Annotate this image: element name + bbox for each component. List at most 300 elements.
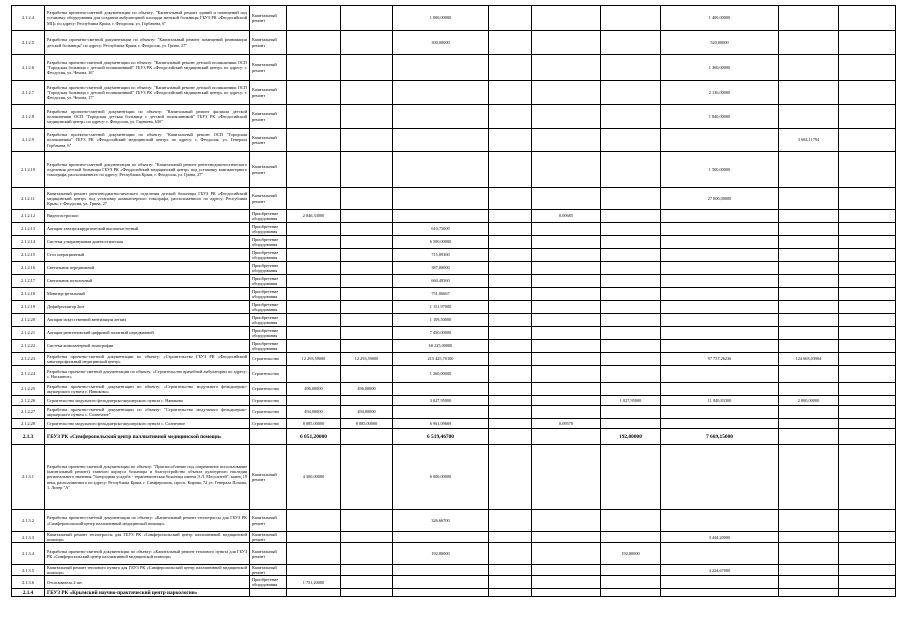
amount-cell: 610,75000 (393, 223, 489, 236)
amount-cell (532, 366, 601, 383)
amount-cell (287, 366, 341, 383)
amount-cell: 1 027,95000 (601, 396, 661, 406)
amount-cell (341, 366, 393, 383)
amount-cell: 12 293,59000 (341, 353, 393, 366)
amount-cell (287, 152, 341, 188)
amount-cell: 3 684,11794 (779, 129, 839, 152)
amount-cell (341, 543, 393, 565)
row-description: Разработка проектно-сметной документации по объекту: "Капитальный ремонт детской поликлиники ОСП "Городская больница с детской поликлиникой" ГБУЗ РК «Феодосийский медицинский центр» по адресу: г. Феодосия, ул. Чехова, 16" (45, 55, 250, 81)
amount-cell (601, 445, 661, 510)
row-description: Капитальный ремонт рентгенодиагностического отделения детской больницы ГБУЗ РК «Феодосийский медицинский центр» под установку компьютерного томографа, расположенного по адресу: Республика Крым, г. Феодосия, ул. Грина, 27 (45, 188, 250, 210)
amount-cell (779, 262, 839, 275)
amount-cell: 496,00000 (341, 383, 393, 396)
amount-cell (779, 543, 839, 565)
work-type: Капитальный ремонт (250, 188, 287, 210)
amount-cell (393, 105, 489, 129)
amount-cell (839, 532, 896, 543)
row-number: 2.1.2.28 (12, 419, 45, 429)
amount-cell (601, 188, 661, 210)
amount-cell (341, 288, 393, 301)
amount-cell (489, 396, 532, 406)
amount-cell (532, 576, 601, 589)
amount-cell (489, 406, 532, 419)
amount-cell (341, 576, 393, 589)
amount-cell (661, 210, 779, 223)
row-number: 2.1.2.7 (12, 81, 45, 105)
amount-cell (532, 565, 601, 576)
table-row (12, 383, 896, 396)
table-row (12, 262, 896, 275)
amount-cell (393, 188, 489, 210)
table-row (12, 406, 896, 419)
amount-cell (839, 383, 896, 396)
work-type: Приобретение оборудования (250, 249, 287, 262)
amount-cell (661, 262, 779, 275)
amount-cell (601, 6, 661, 31)
amount-cell (601, 81, 661, 105)
amount-cell (532, 406, 601, 419)
row-number: 2.1.2.8 (12, 105, 45, 129)
amount-cell (489, 543, 532, 565)
amount-cell: 1 840,00000 (661, 105, 779, 129)
amount-cell: 1 360,00000 (661, 55, 779, 81)
amount-cell (532, 445, 601, 510)
amount-cell (601, 589, 661, 597)
amount-cell (532, 589, 601, 597)
amount-cell (661, 327, 779, 340)
row-description: Разработка проектно-сметной документации по объекту: "Строительство модульного фельдшерско-акушерского пункта с. Солнечное" (45, 406, 250, 419)
table-row (12, 249, 896, 262)
amount-cell (601, 249, 661, 262)
amount-cell (839, 288, 896, 301)
amount-cell: 124 663,03964 (779, 353, 839, 366)
amount-cell (341, 6, 393, 31)
amount-cell (287, 31, 341, 55)
table-row (12, 275, 896, 288)
row-number: 2.1.3.1 (12, 445, 45, 510)
amount-cell (287, 236, 341, 249)
amount-cell: 1 151,97000 (393, 301, 489, 314)
row-description: Разработка проектно-сметной документации по объекту: «Капитальный ремонт теплотрассы для ГБУЗ РК «Симферопольский центр паллиативной медицинской помощи» (45, 510, 250, 532)
amount-cell (341, 31, 393, 55)
amount-cell (779, 6, 839, 31)
amount-cell (287, 223, 341, 236)
amount-cell (341, 152, 393, 188)
amount-cell (779, 236, 839, 249)
amount-cell (489, 152, 532, 188)
amount-cell (601, 419, 661, 429)
amount-cell: 6 500,00000 (393, 236, 489, 249)
amount-cell (532, 396, 601, 406)
work-type: Капитальный ремонт (250, 510, 287, 532)
amount-cell (287, 565, 341, 576)
row-number: 2.1.2.18 (12, 288, 45, 301)
amount-cell (779, 576, 839, 589)
amount-cell (601, 129, 661, 152)
row-number: 2.1.2.25 (12, 383, 45, 396)
row-description: ГБУЗ РК «Симферопольский центр паллиативной медицинской помощи» (45, 429, 250, 445)
amount-cell: 1 109,50000 (393, 314, 489, 327)
amount-cell (661, 288, 779, 301)
amount-cell (779, 81, 839, 105)
amount-cell (341, 275, 393, 288)
amount-cell (601, 353, 661, 366)
row-number: 2.1.2.12 (12, 210, 45, 223)
row-description: Разработка проектно-сметной документации по объекту: "Капитальный ремонт помещений реанимации детской больницы" по адресу: Республика Крым, г. Феодосия, ул. Грина, 27" (45, 31, 250, 55)
amount-cell (489, 223, 532, 236)
amount-cell (601, 301, 661, 314)
amount-cell (601, 31, 661, 55)
row-number: 2.1.2.14 (12, 236, 45, 249)
amount-cell (601, 565, 661, 576)
amount-cell: 520,00000 (661, 31, 779, 55)
amount-cell: 494,00000 (287, 406, 341, 419)
row-number: 2.1.2.6 (12, 55, 45, 81)
table-row (12, 576, 896, 589)
row-description: Капитальный ремонт теплотрассы для ГБУЗ РК «Симферопольский центр паллиативной медицинской помощи» (45, 532, 250, 543)
work-type: Капитальный ремонт (250, 565, 287, 576)
amount-cell (287, 129, 341, 152)
section-row (12, 429, 896, 445)
amount-cell (601, 236, 661, 249)
row-description: Капитальный ремонт теплового пункта для ГБУЗ РК «Симферопольский центр паллиативной медицинской помощи» (45, 565, 250, 576)
amount-cell: 27 000,00000 (661, 188, 779, 210)
amount-cell: 300,00000 (393, 31, 489, 55)
amount-cell (532, 353, 601, 366)
amount-cell (839, 589, 896, 597)
amount-cell (532, 152, 601, 188)
work-type: Приобретение оборудования (250, 576, 287, 589)
amount-cell (661, 366, 779, 383)
amount-cell (839, 445, 896, 510)
table-row (12, 6, 896, 31)
amount-cell: 4 300,00000 (287, 445, 341, 510)
amount-cell (779, 510, 839, 532)
amount-cell: 3 444,20000 (661, 532, 779, 543)
amount-cell (489, 366, 532, 383)
amount-cell (532, 188, 601, 210)
amount-cell (489, 340, 532, 353)
row-number: 2.1.3.3 (12, 532, 45, 543)
amount-cell (287, 105, 341, 129)
work-type: Строительство (250, 353, 287, 366)
amount-cell (601, 55, 661, 81)
amount-cell (489, 275, 532, 288)
row-description: Строительство модульного фельдшерско-акушерского пункта с. Наниково (45, 396, 250, 406)
amount-cell (287, 340, 341, 353)
amount-cell (779, 188, 839, 210)
amount-cell (601, 210, 661, 223)
amount-cell (341, 589, 393, 597)
amount-cell (287, 589, 341, 597)
amount-cell (341, 55, 393, 81)
work-type: Строительство (250, 383, 287, 396)
row-description: Разработка проектно-сметной документации по объекту: «Капитальный ремонт теплового пункта для ГБУЗ РК «Симферопольский центр паллиативной медицинской помощи» (45, 543, 250, 565)
table-row (12, 223, 896, 236)
amount-cell: 7 450,00000 (393, 327, 489, 340)
amount-cell (601, 223, 661, 236)
amount-cell (489, 589, 532, 597)
amount-cell (489, 383, 532, 396)
amount-cell (601, 510, 661, 532)
amount-cell (779, 301, 839, 314)
amount-cell (661, 445, 779, 510)
amount-cell (601, 262, 661, 275)
row-number: 2.1.4 (12, 589, 45, 597)
amount-cell (601, 383, 661, 396)
amount-cell (341, 81, 393, 105)
budget-table (11, 5, 896, 597)
amount-cell (661, 340, 779, 353)
row-description: Разработка проектно-сметной документации по объекту: «Строительство модульного фельдшерско-акушерского пункта с. Наниково» (45, 383, 250, 396)
amount-cell (341, 129, 393, 152)
amount-cell (287, 6, 341, 31)
work-type: Приобретение оборудования (250, 262, 287, 275)
work-type: Строительство (250, 366, 287, 383)
work-type: Приобретение оборудования (250, 210, 287, 223)
amount-cell (532, 6, 601, 31)
amount-cell (601, 288, 661, 301)
amount-cell (489, 31, 532, 55)
row-number: 2.1.2.11 (12, 188, 45, 210)
amount-cell (532, 543, 601, 565)
row-description: Аппарат электрохирургический высокочастотный (45, 223, 250, 236)
row-description: Светильник потолочный (45, 275, 250, 288)
amount-cell (341, 565, 393, 576)
table-row (12, 152, 896, 188)
amount-cell: 6 961,09669 (393, 419, 489, 429)
amount-cell: 6 051,20000 (287, 429, 341, 445)
row-number: 2.1.2.9 (12, 129, 45, 152)
amount-cell: 751,06667 (393, 288, 489, 301)
amount-cell (489, 532, 532, 543)
amount-cell (779, 366, 839, 383)
work-type: Приобретение оборудования (250, 340, 287, 353)
row-description: Разработка проектно-сметной документации по объекту: "Приспособление под современное использование (капитальный ремонт) главного корпуса больницы и благоустройство объекта культурного наследия регионального значения "Загородная усадьба - терапевтическая больница имени Э.Л. Мосолитей", конец 19 века, расположенного по адресу: Республика Крым, г. Симферополь, просп. Кирова, 72 ул. Генерала Попова, 1, Литер "А" (45, 445, 250, 510)
amount-cell (489, 576, 532, 589)
amount-cell (489, 565, 532, 576)
row-number: 2.1.3 (12, 429, 45, 445)
amount-cell (532, 31, 601, 55)
amount-cell (661, 543, 779, 565)
table-row (12, 105, 896, 129)
table-row (12, 301, 896, 314)
work-type: Приобретение оборудования (250, 301, 287, 314)
amount-cell (779, 55, 839, 81)
amount-cell (779, 383, 839, 396)
work-type: Приобретение оборудования (250, 275, 287, 288)
amount-cell (341, 429, 393, 445)
amount-cell (839, 510, 896, 532)
amount-cell (393, 129, 489, 152)
amount-cell (489, 445, 532, 510)
amount-cell: 1 260,00000 (393, 366, 489, 383)
amount-cell (341, 327, 393, 340)
row-description: Видеогастроскоп (45, 210, 250, 223)
work-type: Строительство (250, 419, 287, 429)
amount-cell: 1 500,00000 (661, 152, 779, 188)
amount-cell (532, 223, 601, 236)
amount-cell (532, 429, 601, 445)
amount-cell (532, 249, 601, 262)
amount-cell (839, 6, 896, 31)
row-description: Разработка проектно-сметной документации по объекту: "Капитальный ремонт детской поликлиники ОСП "Городская больница с детской поликлиникой" ГБУЗ РК «Феодосийский медицинский центр» по адресу: г. Феодосия, ул. Чехова, 17" (45, 81, 250, 105)
amount-cell (287, 188, 341, 210)
amount-cell: 0,00685 (532, 210, 601, 223)
amount-cell (839, 301, 896, 314)
amount-cell (393, 589, 489, 597)
amount-cell (839, 340, 896, 353)
row-number: 2.1.2.10 (12, 152, 45, 188)
table-row (12, 55, 896, 81)
amount-cell (532, 288, 601, 301)
amount-cell: 494,00000 (341, 406, 393, 419)
amount-cell (341, 340, 393, 353)
amount-cell: 1 400,00000 (661, 6, 779, 31)
amount-cell (839, 565, 896, 576)
table-row (12, 129, 896, 152)
amount-cell: 2 136,00000 (661, 81, 779, 105)
amount-cell (287, 396, 341, 406)
amount-cell (779, 105, 839, 129)
amount-cell (341, 188, 393, 210)
work-type: Капитальный ремонт (250, 55, 287, 81)
work-type: Приобретение оборудования (250, 314, 287, 327)
row-description: Монитор фетальный (45, 288, 250, 301)
amount-cell (287, 249, 341, 262)
amount-cell (393, 565, 489, 576)
table-row (12, 366, 896, 383)
amount-cell (489, 429, 532, 445)
amount-cell (839, 262, 896, 275)
amount-cell (287, 81, 341, 105)
row-number: 2.1.2.16 (12, 262, 45, 275)
amount-cell (532, 81, 601, 105)
amount-cell (287, 532, 341, 543)
amount-cell (779, 429, 839, 445)
work-type: Капитальный ремонт (250, 543, 287, 565)
row-number: 2.1.3.5 (12, 565, 45, 576)
amount-cell (779, 288, 839, 301)
amount-cell (489, 288, 532, 301)
amount-cell (779, 275, 839, 288)
work-type: Приобретение оборудования (250, 327, 287, 340)
amount-cell (489, 510, 532, 532)
amount-cell (287, 262, 341, 275)
amount-cell (341, 249, 393, 262)
amount-cell (489, 81, 532, 105)
work-type: Строительство (250, 406, 287, 419)
work-type: Приобретение оборудования (250, 236, 287, 249)
amount-cell (287, 55, 341, 81)
amount-cell: 2 846,33000 (287, 210, 341, 223)
amount-cell (839, 406, 896, 419)
table-row (12, 532, 896, 543)
amount-cell (839, 314, 896, 327)
amount-cell (779, 249, 839, 262)
row-description: Разработка проектно-сметной документации по объекту: "Капитальный ремонт ОСП "Городская поликлиника" ГБУЗ РК «Феодосийский медицинский центр» по адресу: г. Феодосия, ул. Генерала Горбачева, 6" (45, 129, 250, 152)
work-type: Капитальный ремонт (250, 31, 287, 55)
amount-cell (661, 223, 779, 236)
amount-cell: 660,49560 (393, 275, 489, 288)
amount-cell (489, 6, 532, 31)
work-type: Приобретение оборудования (250, 223, 287, 236)
work-type (250, 589, 287, 597)
work-type: Капитальный ремонт (250, 532, 287, 543)
amount-cell (839, 152, 896, 188)
table-row (12, 445, 896, 510)
amount-cell (601, 406, 661, 419)
amount-cell (661, 314, 779, 327)
amount-cell (779, 223, 839, 236)
amount-cell (661, 236, 779, 249)
table-row (12, 288, 896, 301)
row-number: 2.1.3.6 (12, 576, 45, 589)
amount-cell: 8 085,00000 (287, 419, 341, 429)
amount-cell: 387,00000 (393, 262, 489, 275)
amount-cell (601, 314, 661, 327)
amount-cell: 215 425,70100 (393, 353, 489, 366)
amount-cell (779, 31, 839, 55)
row-number: 2.1.2.13 (12, 223, 45, 236)
work-type (250, 429, 287, 445)
amount-cell (779, 419, 839, 429)
amount-cell (839, 236, 896, 249)
amount-cell (341, 262, 393, 275)
amount-cell (393, 81, 489, 105)
table-row (12, 314, 896, 327)
amount-cell (839, 55, 896, 81)
amount-cell (532, 105, 601, 129)
amount-cell: 2 800,00000 (779, 396, 839, 406)
amount-cell: 4 224,67000 (661, 565, 779, 576)
work-type: Капитальный ремонт (250, 81, 287, 105)
amount-cell (287, 275, 341, 288)
amount-cell (489, 105, 532, 129)
work-type: Приобретение оборудования (250, 288, 287, 301)
amount-cell (393, 152, 489, 188)
amount-cell (839, 327, 896, 340)
amount-cell (532, 129, 601, 152)
amount-cell (489, 236, 532, 249)
amount-cell (341, 105, 393, 129)
amount-cell (779, 314, 839, 327)
row-number: 2.1.2.26 (12, 396, 45, 406)
section-row (12, 589, 896, 597)
amount-cell (532, 262, 601, 275)
amount-cell (839, 105, 896, 129)
amount-cell (489, 314, 532, 327)
amount-cell (779, 532, 839, 543)
table-row (12, 327, 896, 340)
row-number: 2.1.2.22 (12, 340, 45, 353)
amount-cell (601, 275, 661, 288)
amount-cell (341, 445, 393, 510)
row-description: Система ультразвуковая диагностическая (45, 236, 250, 249)
amount-cell: 8 085,00000 (341, 419, 393, 429)
table-body (12, 6, 896, 597)
amount-cell (532, 301, 601, 314)
amount-cell (839, 429, 896, 445)
amount-cell (839, 275, 896, 288)
amount-cell (839, 223, 896, 236)
amount-cell (341, 510, 393, 532)
amount-cell (532, 55, 601, 81)
amount-cell (779, 406, 839, 419)
work-type: Капитальный ремонт (250, 152, 287, 188)
amount-cell (489, 327, 532, 340)
amount-cell (661, 249, 779, 262)
